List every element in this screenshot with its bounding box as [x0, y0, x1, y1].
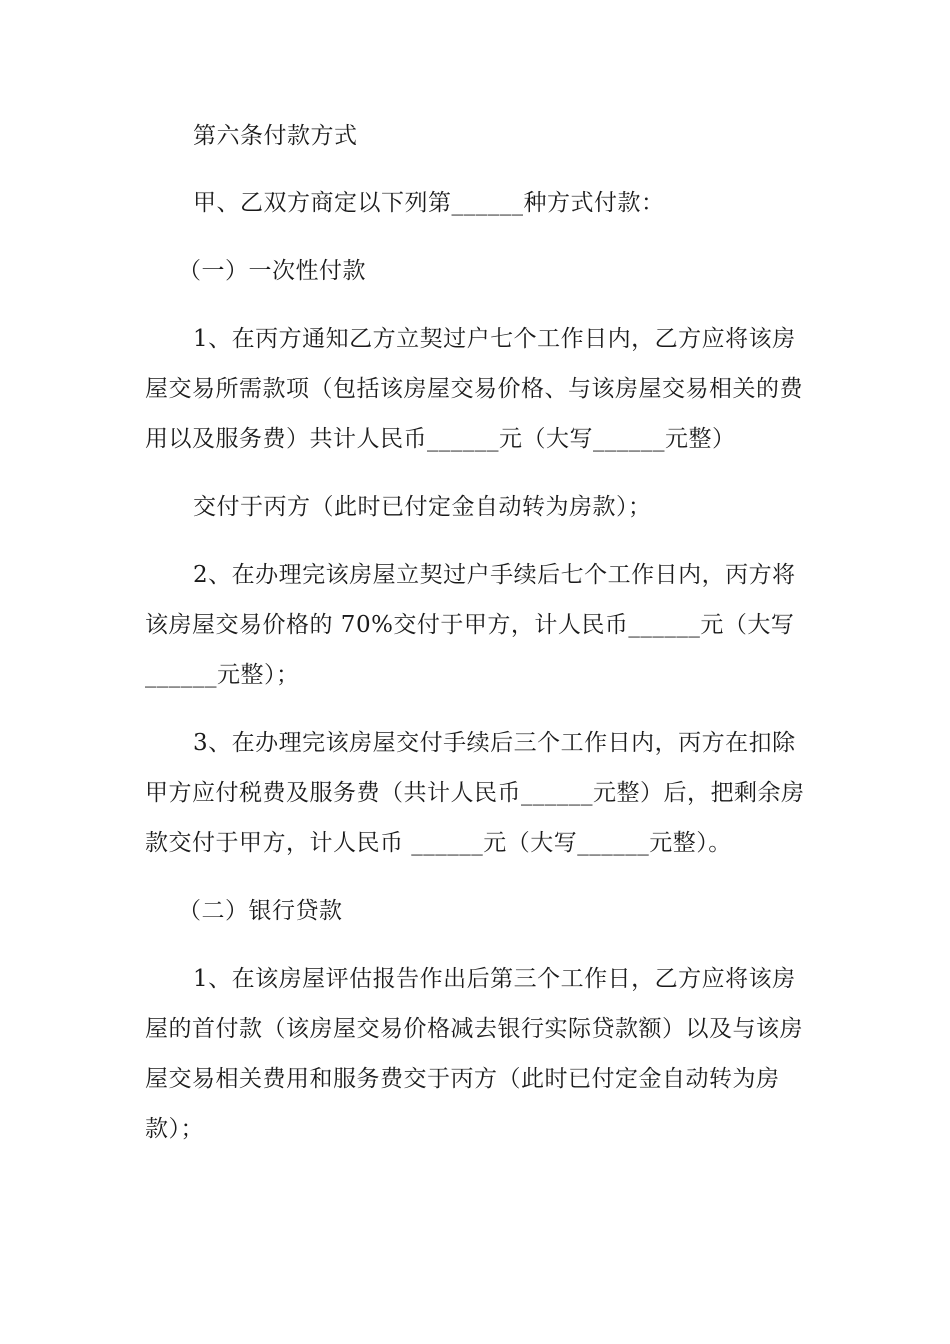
- item1-line2: 屋交易所需款项（包括该房屋交易价格、与该房屋交易相关的费: [145, 376, 803, 402]
- bank-item1-line1: 1、在该房屋评估报告作出后第三个工作日，乙方应将该房: [193, 966, 796, 992]
- intro-paragraph: 甲、乙双方商定以下列第______种方式付款：: [193, 190, 665, 216]
- section-one-heading: （一）一次性付款: [178, 258, 366, 284]
- section-two-heading: （二）银行贷款: [178, 898, 343, 924]
- item1-continuation: 交付于丙方（此时已付定金自动转为房款）；: [193, 494, 652, 520]
- item3-line3: 款交付于甲方，计人民币 ______元（大写______元整）。: [145, 830, 732, 856]
- item1-line3: 用以及服务费）共计人民币______元（大写______元整）: [145, 426, 736, 452]
- item1-line1: 1、在丙方通知乙方立契过户七个工作日内，乙方应将该房: [193, 326, 796, 352]
- item2-line2: 该房屋交易价格的 70%交付于甲方，计人民币______元（大写: [145, 612, 795, 638]
- bank-item1-line4: 款）；: [145, 1116, 204, 1142]
- item3-line1: 3、在办理完该房屋交付手续后三个工作日内，丙方在扣除: [193, 730, 796, 756]
- bank-item1-line2: 屋的首付款（该房屋交易价格减去银行实际贷款额）以及与该房: [145, 1016, 803, 1042]
- item2-line3: ______元整）；: [145, 662, 300, 688]
- article-title: 第六条付款方式: [193, 123, 358, 149]
- item2-line1: 2、在办理完该房屋立契过户手续后七个工作日内，丙方将: [193, 562, 796, 588]
- item3-line2: 甲方应付税费及服务费（共计人民币______元整）后，把剩余房: [145, 780, 805, 806]
- bank-item1-line3: 屋交易相关费用和服务费交于丙方（此时已付定金自动转为房: [145, 1066, 780, 1092]
